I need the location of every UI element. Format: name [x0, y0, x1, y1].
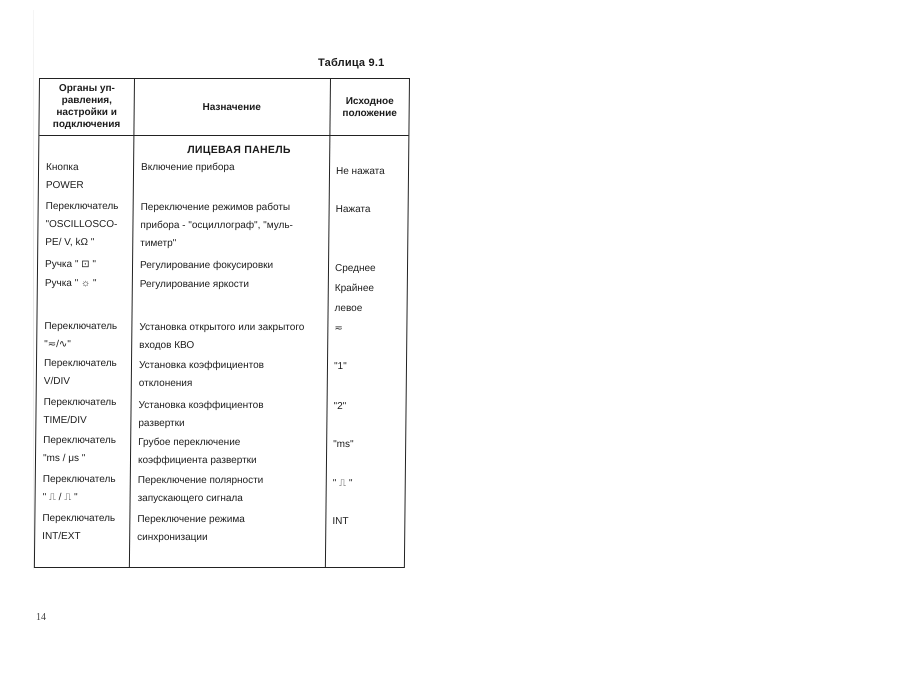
cell-line: Переключатель — [43, 397, 117, 408]
row-control — [44, 355, 130, 391]
header-controls-line: настройки и — [56, 107, 117, 118]
row-purpose — [139, 319, 327, 355]
cell-line: "≂/∿" — [44, 339, 71, 350]
row-control — [43, 394, 129, 430]
cell-line: TIME/DIV — [43, 415, 87, 426]
row-control — [45, 275, 131, 293]
cell-line: " ⎍ " — [332, 478, 353, 489]
row-purpose — [138, 397, 326, 433]
cell-line: Крайнее — [334, 283, 375, 294]
cell-line: "ms" — [333, 439, 354, 450]
cell-line: Установка коэффициентов — [138, 360, 265, 371]
cell-line: Переключатель — [44, 321, 118, 332]
row-purpose — [139, 357, 327, 393]
header-position-line: Исходное — [345, 96, 394, 107]
cell-line: развертки — [138, 418, 185, 429]
row-purpose — [138, 434, 326, 470]
row-purpose — [137, 472, 325, 508]
cell-line: Переключатель — [42, 474, 116, 485]
cell-line: Установка открытого или закрытого — [139, 322, 305, 333]
cell-line: Ручка " ⊡ " — [44, 259, 96, 270]
row-control — [43, 432, 129, 468]
header-controls — [39, 83, 134, 131]
header-controls-line: подключения — [52, 119, 121, 130]
cell-line: Переключатель — [43, 435, 117, 446]
cell-line: POWER — [45, 180, 84, 191]
header-divider — [39, 135, 408, 136]
header-position-line: положение — [342, 108, 397, 119]
cell-line: INT — [332, 516, 349, 527]
row-purpose — [141, 159, 329, 177]
table-caption: Таблица 9.1 — [318, 57, 385, 69]
cell-line: входов КВО — [139, 340, 195, 351]
header-controls-line: Органы уп- — [58, 83, 115, 94]
cell-line: Переключение полярности — [137, 475, 264, 486]
row-control — [45, 256, 131, 274]
row-control — [42, 510, 128, 546]
row-position — [333, 398, 399, 416]
cell-line: "ms / μs " — [42, 453, 86, 464]
row-position — [333, 475, 399, 493]
header-controls-line: равления, — [61, 95, 112, 106]
cell-line: Переключатель — [43, 358, 117, 369]
cell-line: Регулирование фокусировки — [139, 260, 274, 271]
row-position — [336, 201, 402, 219]
cell-line: "2" — [333, 401, 347, 412]
row-position — [333, 436, 399, 454]
cell-line: V/DIV — [43, 376, 71, 387]
row-position — [335, 260, 401, 278]
cell-line: Грубое переключение — [138, 437, 241, 448]
row-purpose — [140, 199, 329, 253]
cell-line: запускающего сигнала — [137, 493, 243, 504]
header-initial-position — [330, 96, 410, 120]
row-control — [44, 318, 130, 354]
cell-line: Среднее — [334, 263, 376, 274]
row-position — [332, 513, 398, 531]
row-control — [45, 198, 132, 252]
row-purpose — [140, 257, 328, 275]
row-position — [334, 279, 400, 319]
cell-line: INT/EXT — [42, 531, 81, 542]
cell-line: "OSCILLOSCO- — [45, 219, 118, 230]
row-control — [43, 471, 129, 507]
cell-line: Нажата — [335, 204, 371, 215]
page-number: 14 — [36, 612, 46, 623]
cell-line: Кнопка — [46, 162, 79, 173]
cell-line: синхронизации — [137, 532, 208, 543]
row-position — [336, 163, 402, 181]
cell-line: прибора - "осциллограф", "муль- — [140, 220, 293, 231]
cell-line: коэффициента развертки — [137, 455, 257, 466]
cell-line: "1" — [333, 361, 347, 372]
controls-table — [34, 78, 410, 568]
row-control — [46, 159, 132, 195]
cell-line: отклонения — [138, 378, 193, 389]
cell-line: Переключение режимов работы — [140, 202, 291, 213]
row-purpose — [137, 511, 325, 547]
header-purpose: Назначение — [202, 102, 261, 113]
cell-line: Установка коэффициентов — [138, 400, 264, 411]
row-position — [334, 320, 400, 338]
section-title: ЛИЦЕВАЯ ПАНЕЛЬ — [187, 144, 291, 156]
cell-line: Включение прибора — [141, 162, 235, 173]
cell-line: Переключение режима — [137, 514, 245, 525]
cell-line: Не нажата — [335, 166, 385, 177]
cell-line: " ⎍ / ⎍ " — [42, 492, 78, 503]
cell-line: Переключатель — [42, 513, 116, 524]
row-position — [334, 358, 400, 376]
cell-line: тиметр" — [140, 238, 177, 249]
cell-line: левое — [334, 303, 363, 314]
cell-line: PE/ V, kΩ " — [45, 237, 95, 248]
row-purpose — [140, 276, 328, 294]
cell-line: Регулирование яркости — [139, 279, 250, 290]
cell-line: Ручка " ☼ " — [44, 278, 97, 289]
cell-line: Переключатель — [45, 201, 119, 212]
cell-line: ≂ — [334, 323, 343, 334]
